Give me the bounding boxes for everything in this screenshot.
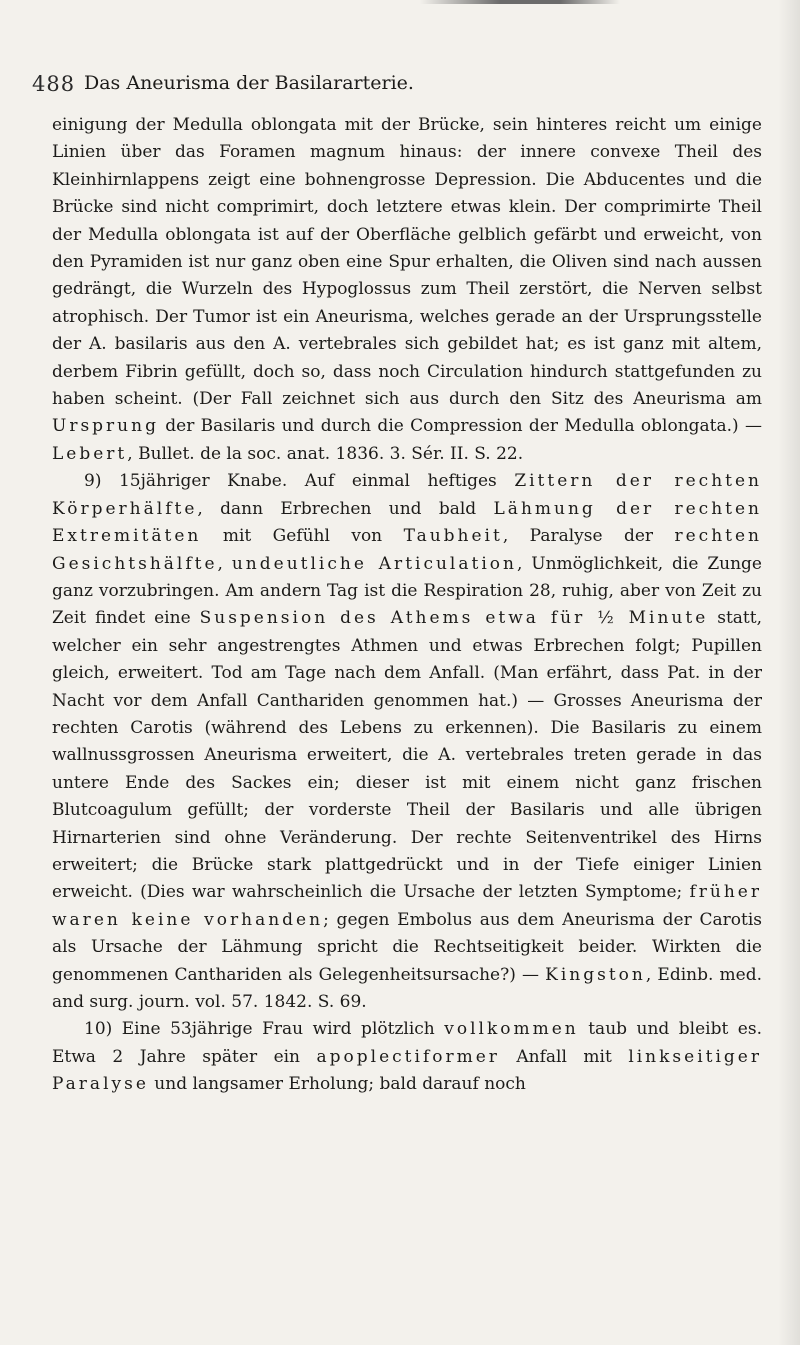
emphasized-text: Kingston bbox=[545, 964, 646, 985]
emphasized-text: Lebert bbox=[52, 443, 128, 464]
emphasized-text: undeutliche Articulation bbox=[231, 553, 517, 574]
emphasized-text: Lähmung der rechten Extremitäten bbox=[52, 498, 762, 547]
emphasized-text: linkseitiger Paralyse bbox=[52, 1046, 762, 1095]
text-run: , Edinb. med. and surg. journ. vol. 57. 1842. S. 69. bbox=[52, 964, 762, 1012]
emphasized-text: Zittern der rechten Körperhälfte bbox=[52, 471, 762, 519]
text-run: , bbox=[217, 553, 232, 574]
text-run: taub und bleibt es. Etwa 2 Jahre später ein bbox=[52, 1019, 762, 1067]
body-text bbox=[52, 112, 762, 1099]
emphasized-text: Ursprung bbox=[52, 416, 159, 437]
emphasized-text: Taubheit bbox=[403, 526, 503, 547]
page-header bbox=[32, 72, 760, 100]
emphasized-text: vollkommen bbox=[444, 1019, 579, 1040]
text-run: mit Gefühl von bbox=[201, 526, 404, 547]
page-edge-shadow bbox=[778, 0, 800, 1345]
emphasized-text: rechten Gesichtshälfte bbox=[52, 526, 762, 574]
text-run: , dann Erbrechen und bald bbox=[197, 498, 494, 519]
paragraph bbox=[52, 112, 762, 468]
text-run: statt, welcher ein sehr angestrengtes Athmen und etwas Erbrechen folgt; Pupillen gleich, erweitert. Tod am Tage nach dem Anfall. (Man erfährt, dass Pat. in der Nacht vor dem Anfall Canthariden genommen hat.) — Grosses Aneurisma der rechten Carotis (während des Lebens zu erkennen). Die Basilaris zu einem wallnussgrossen Aneurisma erweitert, die A. vertebrales treten gerade in das untere Ende des Sackes ein; dieser ist mit einem nicht ganz frischen Blutcoagulum gefüllt; der vorderste Theil der Basilaris und alle übrigen Hirnarterien sind ohne Veränderung. Der rechte Seitenventrikel des Hirns erweitert; die Brücke stark plattgedrückt und in der Tiefe einiger Linien erweicht. (Dies war wahrscheinlich die Ursache der letzten Symptome; bbox=[52, 608, 762, 903]
scan-edge-mark bbox=[420, 0, 620, 4]
text-run: einigung der Medulla oblongata mit der Brücke, sein hinteres reicht um einige Linien über das Foramen magnum hinaus: der innere convexe Theil des Kleinhirnlappens zeigt eine bohnengrosse Depression. Die Abducentes und die Brücke sind nicht comprimirt, doch letztere etwas klein. Der comprimirte Theil der Medulla oblongata ist auf der Oberfläche gelblich gefärbt und erweicht, von den Pyramiden ist nur ganz oben eine Spur erhalten, die Oliven sind nach aussen gedrängt, die Wurzeln des Hypoglossus zum Theil zerstört, die Nerven selbst atrophisch. Der Tumor ist ein Aneurisma, welches gerade an der Ursprungsstelle der A. basilaris aus den A. vertebrales sich gebildet hat; es ist ganz mit altem, derbem Fibrin gefüllt, doch so, dass noch Circulation hindurch stattgefunden zu haben scheint. (Der Fall zeichnet sich aus durch den Sitz des Aneurisma am bbox=[52, 115, 762, 410]
text-run: 10) Eine 53jährige Frau wird plötzlich bbox=[84, 1019, 445, 1040]
text-run: , Paralyse der bbox=[502, 526, 675, 547]
text-run: der Basilaris und durch die Compression der Medulla oblongata.) — bbox=[158, 416, 762, 437]
paragraph bbox=[52, 1016, 762, 1098]
emphasized-text: apoplectiformer bbox=[316, 1046, 500, 1067]
text-run: , Bullet. de la soc. anat. 1836. 3. Sér. II. S. 22. bbox=[127, 443, 524, 464]
text-run: 9) 15jähriger Knabe. Auf einmal heftiges bbox=[84, 471, 515, 492]
text-run: Anfall mit bbox=[499, 1046, 629, 1067]
text-run: und langsamer Erholung; bald darauf noch bbox=[148, 1074, 526, 1095]
paragraph bbox=[52, 468, 762, 1016]
page-number: 488 bbox=[32, 72, 76, 96]
running-title: Das Aneurisma der Basilararterie. bbox=[84, 72, 414, 94]
text-run: ; gegen Embolus aus dem Aneurisma der Carotis als Ursache der Lähmung spricht die Rechtseitigkeit beider. Wirkten die genommenen Canthariden als Gelegenheitsursache?) — bbox=[52, 909, 762, 985]
emphasized-text: Suspension des Athems etwa für ½ Minute bbox=[199, 608, 709, 629]
emphasized-text: früher waren keine vorhanden bbox=[52, 882, 762, 930]
text-run: , Unmöglichkeit, die Zunge ganz vorzubringen. Am andern Tag ist die Respiration 28, ruhig, aber von Zeit zu Zeit findet eine bbox=[52, 553, 762, 629]
